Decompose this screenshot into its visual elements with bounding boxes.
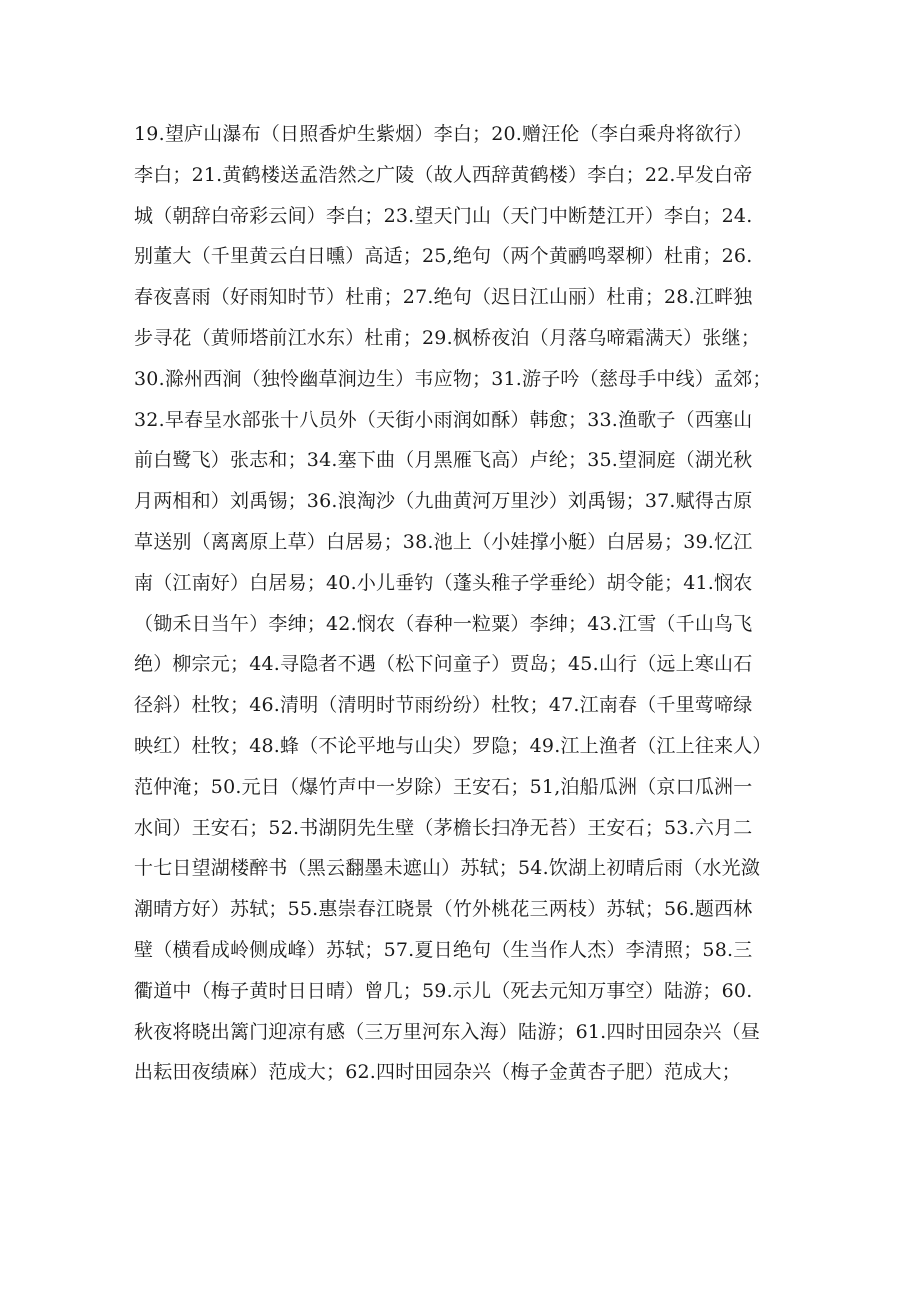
text-line-13: （锄禾日当午）李绅；42.悯农（春种一粒粟）李绅；43.江雪（千山鸟飞 bbox=[134, 612, 753, 635]
text-line-6: 步寻花（黄师塔前江水东）杜甫；29.枫桥夜泊（月落乌啼霜满天）张继； bbox=[134, 326, 761, 349]
text-line-8: 32.早春呈水部张十八员外（天街小雨润如酥）韩愈；33.渔歌子（西塞山 bbox=[134, 408, 753, 431]
text-line-14: 绝）柳宗元；44.寻隐者不遇（松下问童子）贾岛；45.山行（远上寒山石 bbox=[134, 653, 753, 676]
text-line-20: 潮晴方好）苏轼；55.惠崇春江晓景（竹外桃花三两枝）苏轼；56.题西林 bbox=[134, 898, 753, 921]
text-line-23: 秋夜将晓出篱门迎凉有感（三万里河东入海）陆游；61.四时田园杂兴（昼 bbox=[134, 1020, 761, 1043]
text-line-5: 春夜喜雨（好雨知时节）杜甫；27.绝句（迟日江山丽）杜甫；28.江畔独 bbox=[134, 286, 753, 309]
text-line-11: 草送别（离离原上草）白居易；38.池上（小娃撑小艇）白居易；39.忆江 bbox=[134, 530, 753, 553]
text-line-18: 水间）王安石；52.书湖阴先生壁（茅檐长扫净无苔）王安石；53.六月二 bbox=[134, 816, 753, 839]
text-line-22: 衢道中（梅子黄时日日晴）曾几；59.示儿（死去元知万事空）陆游；60. bbox=[134, 979, 753, 1002]
text-line-3: 城（朝辞白帝彩云间）李白；23.望天门山（天门中断楚江开）李白；24. bbox=[134, 204, 753, 227]
text-line-10: 月两相和）刘禹锡；36.浪淘沙（九曲黄河万里沙）刘禹锡；37.赋得古原 bbox=[134, 490, 753, 513]
text-line-16: 映红）杜牧；48.蜂（不论平地与山尖）罗隐；49.江上渔者（江上往来人） bbox=[134, 734, 772, 757]
text-line-1: 19.望庐山瀑布（日照香炉生紫烟）李白；20.赠汪伦（李白乘舟将欲行） bbox=[134, 123, 753, 145]
poem-list-paragraph bbox=[134, 114, 814, 1093]
text-line-9: 前白鹭飞）张志和；34.塞下曲（月黑雁飞高）卢纶；35.望洞庭（湖光秋 bbox=[134, 449, 753, 472]
text-line-24: 出耘田夜绩麻）范成大；62.四时田园杂兴（梅子金黄杏子肥）范成大； bbox=[134, 1061, 741, 1084]
text-line-21: 壁（横看成岭侧成峰）苏轼；57.夏日绝句（生当作人杰）李清照；58.三 bbox=[134, 938, 753, 961]
text-line-19: 十七日望湖楼醉书（黑云翻墨未遮山）苏轼；54.饮湖上初晴后雨（水光潋 bbox=[134, 857, 761, 880]
text-line-15: 径斜）杜牧；46.清明（清明时节雨纷纷）杜牧；47.江南春（千里莺啼绿 bbox=[134, 694, 753, 717]
text-line-2: 李白；21.黄鹤楼送孟浩然之广陵（故人西辞黄鹤楼）李白；22.早发白帝 bbox=[134, 163, 753, 186]
text-line-4: 别董大（千里黄云白日曛）高适；25,绝句（两个黄鹂鸣翠柳）杜甫；26. bbox=[134, 245, 753, 268]
text-line-17: 范仲淹；50.元日（爆竹声中一岁除）王安石；51,泊船瓜洲（京口瓜洲一 bbox=[134, 775, 753, 798]
text-line-12: 南（江南好）白居易；40.小儿垂钓（蓬头稚子学垂纶）胡令能；41.悯农 bbox=[134, 571, 753, 594]
text-line-7: 30.滁州西涧（独怜幽草涧边生）韦应物；31.游子吟（慈母手中线）孟郊； bbox=[134, 367, 772, 390]
